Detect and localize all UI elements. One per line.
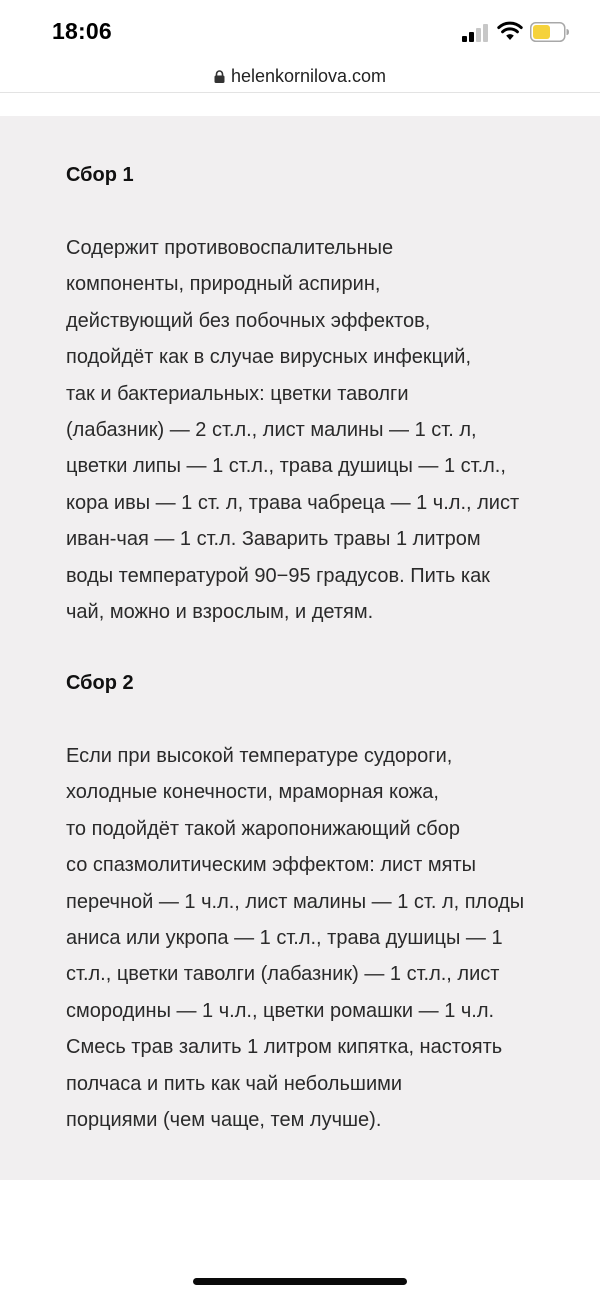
section-paragraph: Содержит противовоспалительные компоненты, природный аспирин, действующий без побочных эффектов, подойдёт как в случае вирусных инфекций, так и бактериальных: цветки таволги (лабазник) — 2 ст.л., лист малины — 1 ст. л, цветки липы — 1 ст.л., трава душицы — 1 ст.л., кора ивы — 1 ст. л, трава чабреца — 1 ч.л., лист иван-чая — 1 ст.л. Заварить травы 1 литром воды температурой 90−95 градусов. Пить как чай, можно и взрослым, и детям.: [66, 237, 520, 624]
cellular-signal-icon: [462, 24, 490, 42]
home-indicator[interactable]: [193, 1278, 407, 1285]
battery-icon: [530, 22, 570, 42]
article-content: [0, 116, 600, 1180]
lock-icon: [214, 70, 225, 83]
section-heading: Сбор 1: [66, 164, 134, 186]
status-time: 18:06: [52, 18, 112, 44]
address-bar[interactable]: [0, 60, 600, 93]
url-domain[interactable]: helenkornilova.com: [230, 65, 387, 86]
status-bar: [0, 0, 600, 60]
section-heading: Сбор 2: [66, 672, 134, 694]
section-paragraph: Если при высокой температуре судороги, холодные конечности, мраморная кожа, то подойдёт такой жаропонижающий сбор со спазмолитическим эффектом: лист мяты перечной — 1 ч.л., лист малины — 1 ст. л, плоды аниса или укропа — 1 ст.л., трава душицы — 1 ст.л., цветки таволги (лабазник) — 1 ст.л., лист смородины — 1 ч.л., цветки ромашки — 1 ч.л. Смесь трав залить 1 литром кипятка, настоять полчаса и пить как чай небольшими порциями (чем чаще, тем лучше).: [66, 745, 525, 1132]
wifi-icon: [497, 21, 523, 41]
